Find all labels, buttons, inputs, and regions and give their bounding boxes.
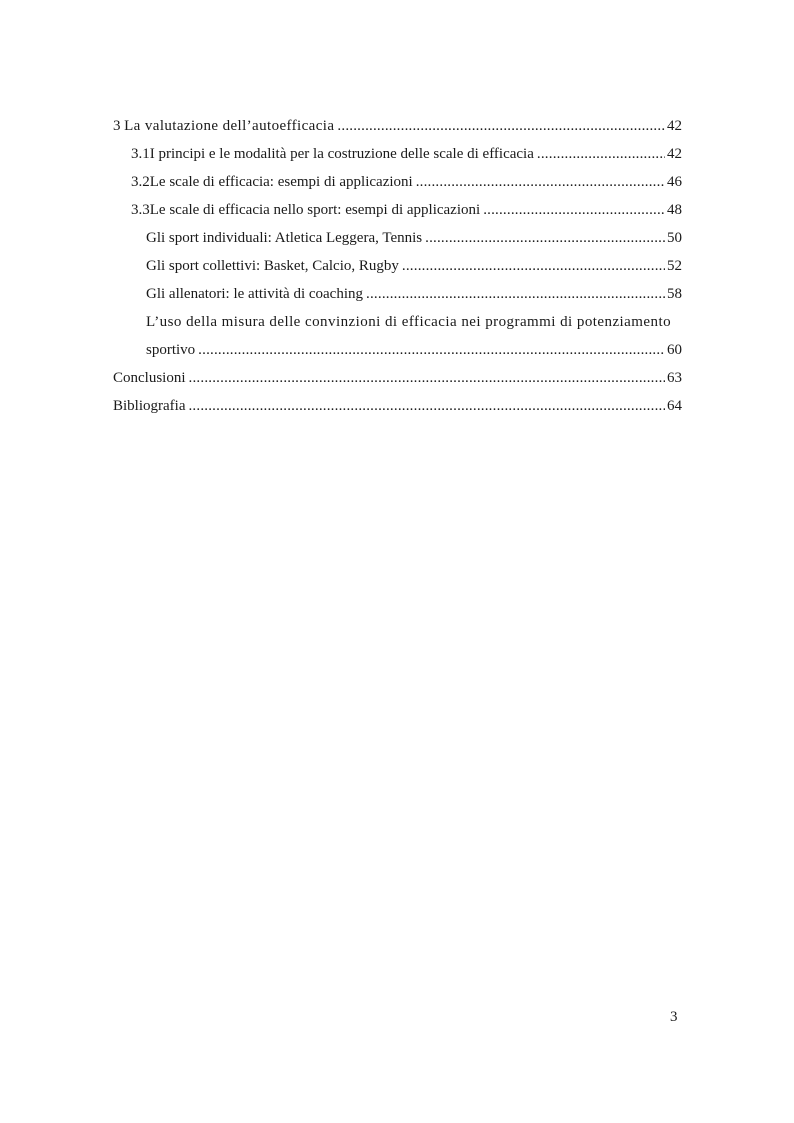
toc-entry-sport-collettivi[interactable] xyxy=(113,252,682,280)
toc-entry-section-3-3[interactable] xyxy=(113,196,682,224)
toc-entry-title: Gli sport collettivi: Basket, Calcio, Rugby xyxy=(146,258,399,274)
toc-entry-number: 3.3 xyxy=(131,202,150,218)
toc-entry-title: Gli allenatori: le attività di coaching xyxy=(146,286,364,302)
toc-entry-bibliografia[interactable] xyxy=(113,392,682,420)
dot-leader xyxy=(425,224,665,252)
dot-leader xyxy=(483,196,665,224)
toc-entry-page: 42 xyxy=(667,118,682,134)
toc-entry-title: Bibliografia xyxy=(113,398,186,414)
toc-entry-conclusioni[interactable] xyxy=(113,364,682,392)
table-of-contents xyxy=(113,112,682,420)
toc-entry-number: 3.2 xyxy=(131,174,150,190)
toc-entry-title-line2: sportivo xyxy=(146,342,196,358)
toc-entry-page: 63 xyxy=(667,370,682,386)
dot-leader xyxy=(366,280,665,308)
toc-entry-allenatori[interactable] xyxy=(113,280,682,308)
toc-entry-page: 42 xyxy=(667,146,682,162)
toc-entry-title: Conclusioni xyxy=(113,370,186,386)
toc-entry-page: 50 xyxy=(667,230,682,246)
dot-leader xyxy=(188,392,665,420)
toc-entry-section-3-2[interactable] xyxy=(113,168,682,196)
toc-entry-title: La valutazione dell’autoefficacia xyxy=(124,118,335,134)
dot-leader xyxy=(337,112,665,140)
toc-entry-title: I principi e le modalità per la costruzione delle scale di efficacia xyxy=(149,146,534,162)
toc-entry-title: Le scale di efficacia: esempi di applicazioni xyxy=(149,174,413,190)
dot-leader xyxy=(189,364,665,392)
toc-entry-sport-individuali[interactable] xyxy=(113,224,682,252)
toc-entry-page: 64 xyxy=(667,398,682,414)
dot-leader xyxy=(402,252,665,280)
toc-entry-title: Gli sport individuali: Atletica Leggera, Tennis xyxy=(146,230,423,246)
dot-leader xyxy=(416,168,665,196)
toc-entry-page: 52 xyxy=(667,258,682,274)
toc-entry-page: 60 xyxy=(667,342,682,358)
toc-entry-number: 3 xyxy=(113,118,121,134)
toc-entry-chapter-3[interactable] xyxy=(113,112,682,140)
toc-entry-section-3-1[interactable] xyxy=(113,140,682,168)
toc-entry-page: 48 xyxy=(667,202,682,218)
toc-entry-uso-misura[interactable] xyxy=(113,308,682,364)
page-number: 3 xyxy=(670,1009,678,1025)
dot-leader xyxy=(198,336,665,364)
toc-entry-page: 58 xyxy=(667,286,682,302)
toc-entry-title-line1: L’uso della misura delle convinzioni di efficacia nei programmi di potenziamento xyxy=(146,314,672,330)
dot-leader xyxy=(537,140,665,168)
toc-entry-page: 46 xyxy=(667,174,682,190)
toc-entry-number: 3.1 xyxy=(131,146,150,162)
toc-entry-title: Le scale di efficacia nello sport: esempi di applicazioni xyxy=(149,202,481,218)
